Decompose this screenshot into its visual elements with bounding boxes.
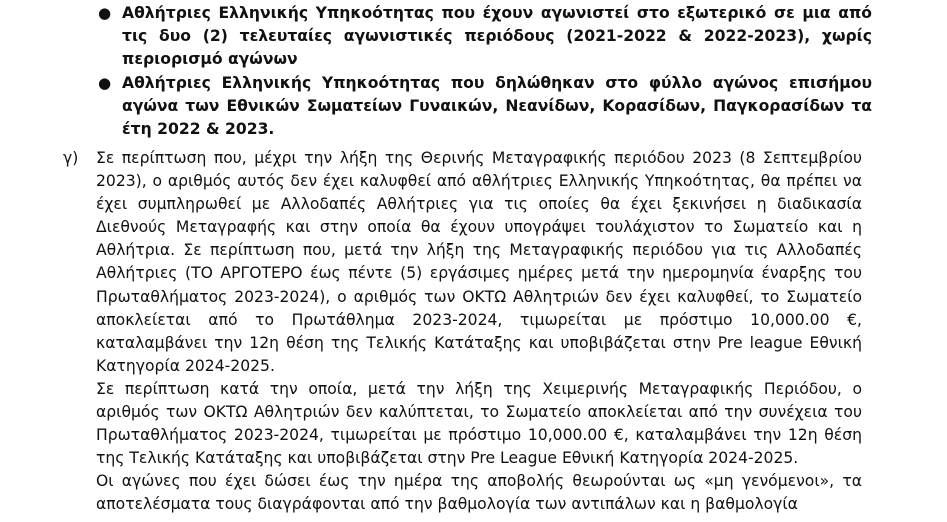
bullet-dot-icon: ● (98, 73, 112, 92)
bullet-item (92, 72, 872, 142)
bullet-dot-icon: ● (98, 4, 112, 22)
paragraph: Σε περίπτωση που, μέχρι την λήξη της Θερινής Μεταγραφικής περιόδου 2023 (8 Σεπτεμβρίου 2023), ο αριθμός αυτός δεν έχει καλυφθεί από αθλήτριες Ελληνικής Υπηκοότητας, θα πρέπει να έχει συμπληρωθεί με Αλλοδαπές Αθλήτριες για τις οποίες θα έχει ξεκινήσει η διαδικασία Διεθνούς Μεταγραφής και στην οποία θα έχουν υπογράψει τουλάχιστον το Σωματείο και η Αθλήτρια. Σε περίπτωση που, μετά την λήξη της Μεταγραφικής περιόδου για τις Αλλοδαπές Αθλήτριες (ΤΟ ΑΡΓΟΤΕΡΟ έως πέντε (5) εργάσιμες ημέρες μετά την ημερομηνία έναρξης του Πρωταθλήματος 2023-2024), ο αριθμός των ΟΚΤΩ Αθλητριών δεν έχει καλυφθεί, το Σωματείο αποκλείεται από το Πρωτάθλημα 2023-2024, τιμωρείται με πρόστιμο 10,000.00 €, καταλαμβάνει την 12η θέση της Τελικής Κατάταξης και υποβιβάζεται στην Pre league Εθνική Κατηγορία 2024-2025. (96, 149, 862, 375)
paragraph: Οι αγώνες που έχει δώσει έως την ημέρα της αποβολής θεωρούνται ως «μη γενόμενοι», τα αποτελέσματα τους διαγράφονται από την βαθμολογία των αντιπάλων και η βαθμολογία (96, 472, 862, 514)
bullet-text: Αθλήτριες Ελληνικής Υπηκοότητας που έχουν αγωνιστεί στο εξωτερικό σε μια από τις δυο (2) τελευταίες αγωνιστικές περιόδους (2021-2022 & 2022-2023), χωρίς περιορισμό αγώνων (122, 4, 872, 69)
list-item-marker: γ) (63, 149, 79, 167)
item-body (96, 147, 862, 517)
bullet-text: Αθλήτριες Ελληνικής Υπηκοότητας που δηλώθηκαν στο φύλλο αγώνος επισήμου αγώνα των Εθνικών Σωματείων Γυναικών, Νεανίδων, Κορασίδων, Παγκορασίδων τα έτη 2022 & 2023. (122, 73, 872, 139)
paragraph: Σε περίπτωση κατά την οποία, μετά την λήξη της Χειμερινής Μεταγραφικής Περιόδου, ο αριθμός των ΟΚΤΩ Αθλητριών δεν καλύπτεται, το Σωματείο αποκλείεται από την συνέχεια του Πρωταθλήματος 2023-2024, τιμωρείται με πρόστιμο 10,000.00 €, καταλαμβάνει την 12η θέση της Τελικής Κατάταξης και υποβιβάζεται στην Pre League Εθνική Κατηγορία 2024-2025. (96, 379, 862, 468)
bullet-list (92, 2, 872, 141)
bullet-item (92, 2, 872, 72)
